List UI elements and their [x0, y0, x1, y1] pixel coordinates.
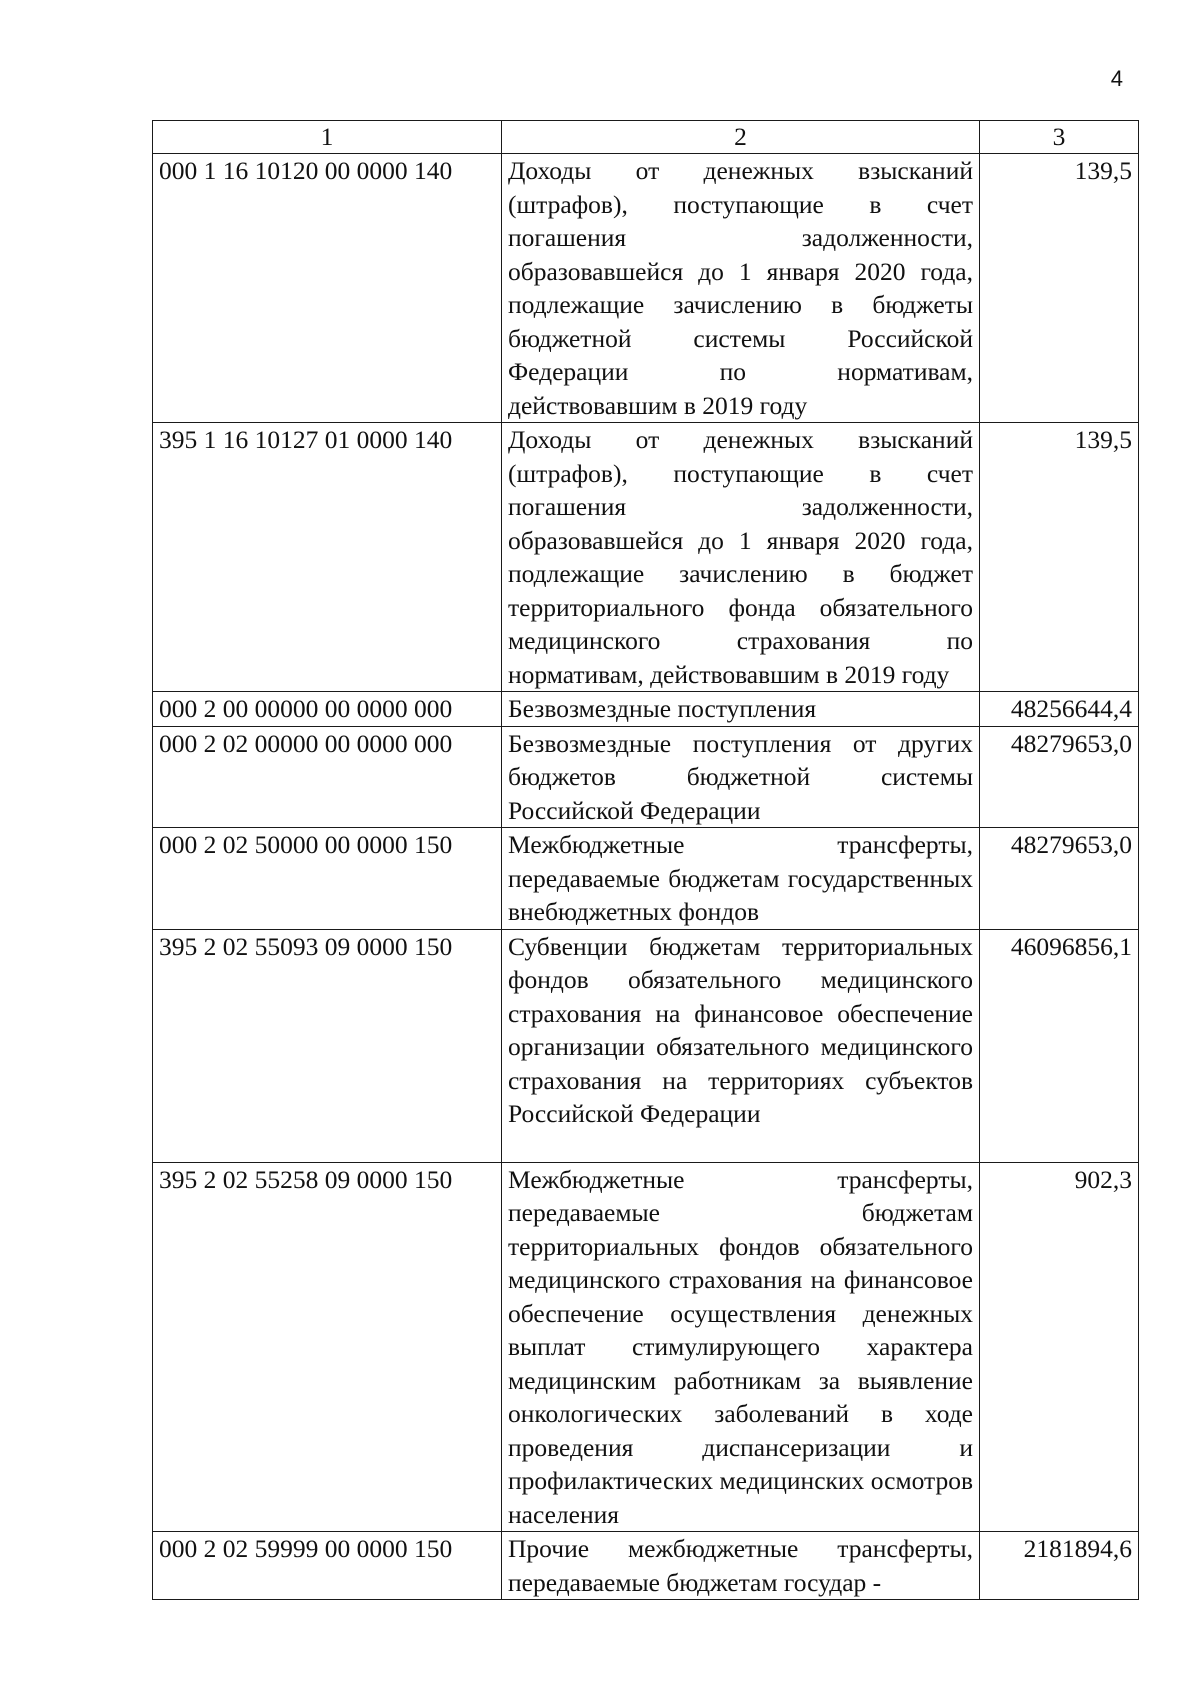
- row-description: Межбюджетные трансферты, передаваемые бюджетам территориальных фондов обязательного медицинского страхования на финансовое обеспечение осуществления денежных выплат стимулирующего характера медицинским работникам за выявление онкологических заболеваний в ходе проведения диспансеризации и профилактических медицинских осмотров населения: [502, 1162, 980, 1532]
- row-code: 000 1 16 10120 00 0000 140: [153, 154, 502, 423]
- column-header-code: 1: [153, 121, 502, 154]
- budget-revenue-table: [152, 120, 1139, 1600]
- table-row: [153, 154, 1139, 423]
- table-row: [153, 726, 1139, 828]
- row-code: 000 2 02 00000 00 0000 000: [153, 726, 502, 828]
- row-description: Доходы от денежных взысканий (штрафов), поступающие в счет погашения задолженности, образовавшейся до 1 января 2020 года, подлежащие зачислению в бюджет территориального фонда обязательного медицинского страхования по нормативам, действовавшим в 2019 году: [502, 423, 980, 692]
- table-row: [153, 929, 1139, 1162]
- page-number: 4: [1110, 66, 1123, 91]
- row-description: Межбюджетные трансферты, передаваемые бюджетам государственных внебюджетных фондов: [502, 828, 980, 930]
- row-code: 000 2 02 50000 00 0000 150: [153, 828, 502, 930]
- table-row: [153, 1532, 1139, 1600]
- row-code: 000 2 02 59999 00 0000 150: [153, 1532, 502, 1600]
- row-code: 395 2 02 55258 09 0000 150: [153, 1162, 502, 1532]
- table-row: [153, 692, 1139, 727]
- row-code: 000 2 00 00000 00 0000 000: [153, 692, 502, 727]
- column-header-description: 2: [502, 121, 980, 154]
- row-amount: 2181894,6: [980, 1532, 1139, 1600]
- row-amount: 46096856,1: [980, 929, 1139, 1162]
- row-amount: 139,5: [980, 154, 1139, 423]
- row-description: Субвенции бюджетам территориальных фондов обязательного медицинского страхования на финансовое обеспечение организации обязательного медицинского страхования на территориях субъектов Российской Федерации: [502, 929, 980, 1162]
- row-description: Прочие межбюджетные трансферты, передаваемые бюджетам государ -: [502, 1532, 980, 1600]
- table-row: [153, 828, 1139, 930]
- table-header-row: [153, 121, 1139, 154]
- row-amount: 139,5: [980, 423, 1139, 692]
- row-description: Безвозмездные поступления от других бюджетов бюджетной системы Российской Федерации: [502, 726, 980, 828]
- row-code: 395 1 16 10127 01 0000 140: [153, 423, 502, 692]
- table-row: [153, 423, 1139, 692]
- row-description: Доходы от денежных взысканий (штрафов), поступающие в счет погашения задолженности, образовавшейся до 1 января 2020 года, подлежащие зачислению в бюджеты бюджетной системы Российской Федерации по нормативам, действовавшим в 2019 году: [502, 154, 980, 423]
- table-row: [153, 1162, 1139, 1532]
- row-amount: 48279653,0: [980, 726, 1139, 828]
- row-description: Безвозмездные поступления: [502, 692, 980, 727]
- row-code: 395 2 02 55093 09 0000 150: [153, 929, 502, 1162]
- row-amount: 48256644,4: [980, 692, 1139, 727]
- row-amount: 48279653,0: [980, 828, 1139, 930]
- row-amount: 902,3: [980, 1162, 1139, 1532]
- column-header-amount: 3: [980, 121, 1139, 154]
